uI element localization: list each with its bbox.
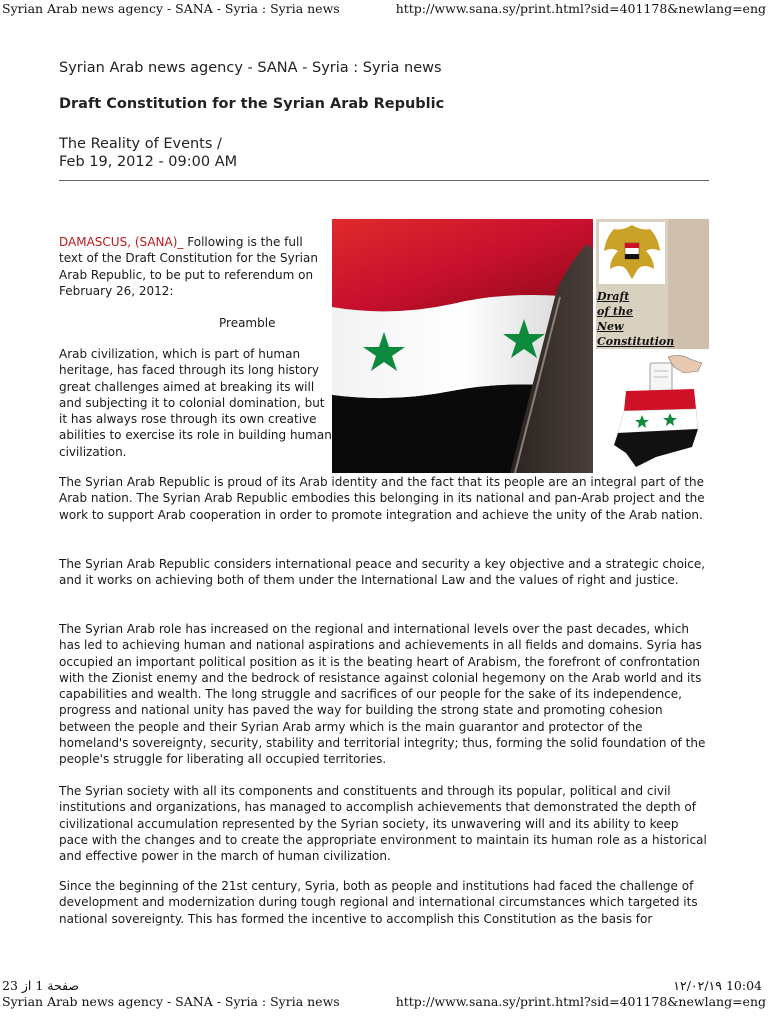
print-footer-url[interactable]: http://www.sana.sy/print.html?sid=401178&newlang=eng: [395, 994, 766, 1009]
dateline: DAMASCUS, (SANA)_: [59, 235, 184, 249]
body-paragraph: The Syrian Arab Republic is proud of its Arab identity and the fact that its people are an integral part of the Arab nation. The Syrian Arab Republic embodies this belonging in its national and pan-Arab project and the work to support Arab cooperation in order to promote integration and achieve the unity of the Arab nation.: [59, 475, 705, 522]
intro-paragraph: [59, 234, 327, 299]
caption-line: New: [597, 320, 624, 333]
caption-line: Constitution: [597, 335, 675, 348]
caption-line: of the: [597, 305, 633, 318]
print-datetime: ١٢/٠٢/١٩ 10:04: [673, 978, 762, 993]
syrian-flag-image: [332, 219, 593, 473]
header-divider: [59, 180, 709, 181]
page-number: صفحة 1 از 23: [2, 978, 80, 993]
site-title: Syrian Arab news agency - SANA - Syria : Syria news: [59, 60, 442, 76]
page-title: Draft Constitution for the Syrian Arab Republic: [59, 96, 445, 112]
body-paragraph: The Syrian Arab role has increased on the regional and international levels over the past decades, which has led to achieving human and national aspirations and achievements in all fields and domains. Syria has occupied an important political position as it is the beating heart of Arabism, the forefront of confrontation with the Zionist enemy and the bedrock of resistance against colonial hegemony on the Arab world and its capabilities and wealth. The long struggle and sacrifices of our people for the sake of its independence, progress and national unity has paved the way for building the strong state and promoting cohesion between the people and their Syrian Arab army which is the main guarantor and protector of the homeland's sovereignty, security, stability and territorial integrity; thus, forming the solid foundation of the people's struggle for liberating all occupied territories.: [59, 622, 706, 767]
constitution-emblem-image: [596, 219, 709, 349]
print-header-url[interactable]: http://www.sana.sy/print.html?sid=401178&newlang=eng: [395, 1, 766, 16]
publish-date: Feb 19, 2012 - 09:00 AM: [59, 154, 238, 170]
preamble-heading: Preamble: [219, 316, 276, 330]
caption-line: Draft: [597, 290, 630, 303]
body-paragraph: The Syrian Arab Republic considers international peace and security a key objective and a strategic choice, and it works on achieving both of them under the International Law and the values of right and justice.: [59, 557, 706, 588]
print-footer-title: Syrian Arab news agency - SANA - Syria : Syria news: [2, 994, 340, 1009]
body-paragraph: Since the beginning of the 21st century, Syria, both as people and institutions had faced the challenge of development and modernization during tough regional and international circumstances which targeted its national sovereignty. This has formed the incentive to accomplish this Constitution as the basis for: [59, 879, 698, 926]
intro-text: Following is the full text of the Draft Constitution for the Syrian Arab Republic, to be put to referendum on February 26, 2012:: [59, 235, 318, 298]
syria-map-ballot-icon: [596, 349, 709, 473]
print-header-title: Syrian Arab news agency - SANA - Syria : Syria news: [2, 1, 340, 16]
section-breadcrumb[interactable]: The Reality of Events /: [59, 136, 222, 152]
body-paragraph: The Syrian society with all its components and constituents and through its popular, political and civil institutions and organizations, has managed to accomplish achievements that demonstrated the depth of civilizational accumulation represented by the Syrian society, its unwavering will and its ability to keep pace with the changes and to create the appropriate environment to maintain its human role as a historical and effective power in the march of human civilization.: [59, 784, 707, 864]
flag-graphic: [332, 219, 593, 473]
ballot-map-image: [596, 349, 709, 473]
body-paragraph: Arab civilization, which is part of human heritage, has faced through its long history great challenges aimed at breaking its will and subjecting it to colonial domination, but it has always rose through its own creative abilities to exercise its role in building human civilization.: [59, 347, 332, 459]
